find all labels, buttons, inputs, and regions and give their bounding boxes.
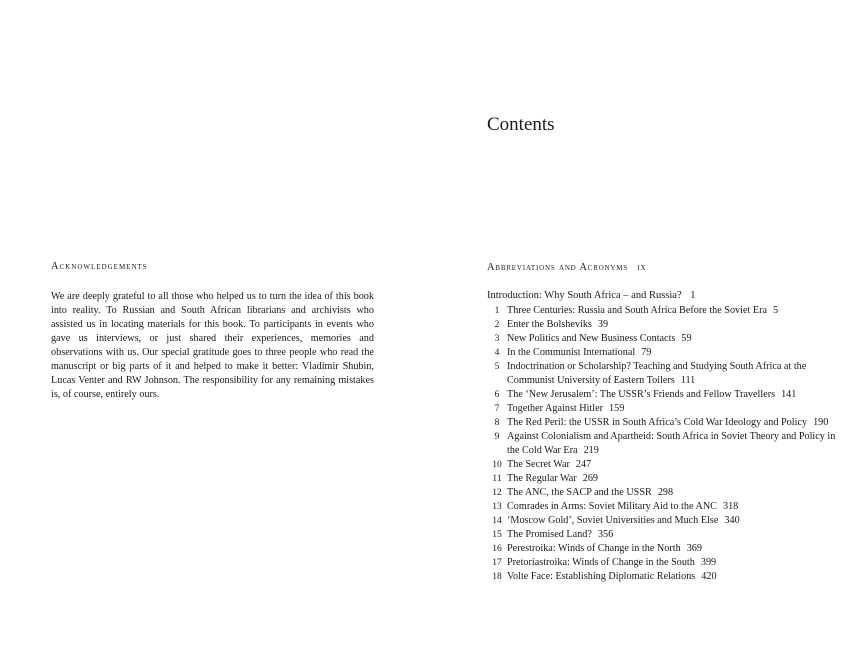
toc-chapter-title: Perestroika: Winds of Change in the North xyxy=(507,543,681,554)
toc-chapter-text xyxy=(507,402,847,416)
toc-chapter-title: In the Communist International xyxy=(507,347,636,358)
toc-introduction-entry xyxy=(487,290,695,301)
toc-page-number: 111 xyxy=(680,375,696,386)
toc-page-number: 298 xyxy=(657,487,674,498)
toc-page-number: 141 xyxy=(781,389,797,400)
toc-chapter-text xyxy=(507,416,847,430)
toc-chapter-text xyxy=(507,556,847,570)
toc-chapter-title: Three Centuries: Russia and South Africa Before the Soviet Era xyxy=(507,305,767,316)
toc-page-number: 356 xyxy=(597,529,614,540)
toc-chapter-entry xyxy=(487,556,847,570)
toc-chapter-title: The Secret War xyxy=(507,459,570,470)
toc-chapter-entry xyxy=(487,430,847,458)
toc-chapter-entry xyxy=(487,514,847,528)
toc-chapter-list xyxy=(487,304,847,584)
toc-page-number: 5 xyxy=(773,305,779,316)
toc-chapter-entry xyxy=(487,500,847,514)
toc-chapter-entry xyxy=(487,318,847,332)
acknowledgements-body: We are deeply grateful to all those who helped us to turn the idea of this book into reality. To Russian and South African librarians and archivists who assisted us in locating materials for this book. To participants in events who gave us interviews, or just shared their experiences, memories and observations with us. Our special gratitude goes to three people who read the manuscript or big parts of it and helped to make it better: Vladimir Shubin, Lucas Venter and RW Johnson. The responsibility for any remaining mistakes is, of course, entirely ours. xyxy=(51,291,374,400)
toc-chapter-entry xyxy=(487,570,847,584)
toc-chapter-number: 9 xyxy=(494,432,500,442)
toc-chapter-entry xyxy=(487,346,847,360)
toc-chapter-text xyxy=(507,472,847,486)
contents-title: Contents xyxy=(487,114,555,135)
toc-page-number: 1 xyxy=(690,290,696,301)
toc-page-number: 318 xyxy=(722,501,739,512)
toc-chapter-number: 6 xyxy=(494,390,500,400)
toc-chapter-text xyxy=(507,332,847,346)
toc-chapter-number: 2 xyxy=(494,320,500,330)
toc-chapter-number: 8 xyxy=(494,418,500,428)
toc-chapter-number: 13 xyxy=(492,502,502,512)
toc-abbreviations-label: Abbreviations and Acronyms xyxy=(487,262,628,273)
toc-chapter-text xyxy=(507,346,847,360)
toc-chapter-title: ‘Moscow Gold’, Soviet Universities and Much Else xyxy=(507,515,719,526)
toc-chapter-number: 17 xyxy=(492,558,502,568)
toc-page-number: 369 xyxy=(686,543,702,554)
toc-chapter-number: 18 xyxy=(492,572,502,582)
toc-chapter-title: Indoctrination or Scholarship? Teaching and Studying South Africa at the Communist University of Eastern Toilers xyxy=(507,361,807,386)
toc-chapter-text xyxy=(507,388,847,402)
toc-chapter-entry xyxy=(487,486,847,500)
toc-chapter-text xyxy=(507,570,847,584)
toc-chapter-entry xyxy=(487,402,847,416)
toc-chapter-text xyxy=(507,500,847,514)
acknowledgements-heading: Acknowledgements xyxy=(51,261,148,272)
toc-chapter-title: Together Against Hitler xyxy=(507,403,604,414)
toc-chapter-number: 10 xyxy=(492,460,502,470)
toc-chapter-number: 16 xyxy=(492,544,502,554)
toc-chapter-entry xyxy=(487,388,847,402)
toc-chapter-text xyxy=(507,430,847,458)
right-page xyxy=(431,0,862,661)
toc-chapter-number: 11 xyxy=(492,474,502,484)
toc-chapter-number: 4 xyxy=(494,348,500,358)
toc-chapter-entry xyxy=(487,332,847,346)
toc-chapter-title: The Regular War xyxy=(507,473,577,484)
toc-chapter-entry xyxy=(487,416,847,430)
toc-chapter-entry xyxy=(487,360,847,388)
toc-chapter-text xyxy=(507,318,847,332)
toc-page-number: 247 xyxy=(575,459,592,470)
toc-page-number: 59 xyxy=(681,333,692,344)
toc-page-number: 159 xyxy=(609,403,625,414)
toc-chapter-number: 7 xyxy=(494,404,500,414)
toc-chapter-title: New Politics and New Business Contacts xyxy=(507,333,676,344)
toc-chapter-title: Volte Face: Establishing Diplomatic Relations xyxy=(507,571,696,582)
toc-chapter-entry xyxy=(487,542,847,556)
toc-chapter-text xyxy=(507,486,847,500)
toc-abbreviations-entry xyxy=(487,262,646,273)
toc-page-number: 219 xyxy=(583,445,599,456)
toc-chapter-text xyxy=(507,542,847,556)
toc-introduction-label: Introduction: Why South Africa – and Russia? xyxy=(487,290,682,301)
toc-chapter-title: The ANC, the SACP and the USSR xyxy=(507,487,652,498)
toc-chapter-title: Pretoriastroika: Winds of Change in the South xyxy=(507,557,695,568)
toc-chapter-text xyxy=(507,458,847,472)
toc-chapter-text xyxy=(507,514,847,528)
toc-chapter-title: The Red Peril: the USSR in South Africa’s Cold War Ideology and Policy xyxy=(507,417,808,428)
toc-chapter-number: 1 xyxy=(494,306,500,316)
toc-chapter-entry xyxy=(487,528,847,542)
toc-chapter-text xyxy=(507,528,847,542)
toc-page-number: 79 xyxy=(641,347,652,358)
toc-page-number: 399 xyxy=(700,557,717,568)
toc-chapter-entry xyxy=(487,472,847,486)
toc-chapter-number: 14 xyxy=(492,516,502,526)
toc-chapter-entry xyxy=(487,458,847,472)
toc-chapter-number: 3 xyxy=(494,334,500,344)
toc-chapter-number: 12 xyxy=(492,488,502,498)
toc-chapter-title: Comrades in Arms: Soviet Military Aid to the ANC xyxy=(507,501,717,512)
toc-page-number: 340 xyxy=(724,515,740,526)
toc-chapter-title: Enter the Bolsheviks xyxy=(507,319,592,330)
toc-chapter-title: The ‘New Jerusalem’: The USSR’s Friends and Fellow Travellers xyxy=(507,389,776,400)
toc-chapter-entry xyxy=(487,304,847,318)
toc-chapter-number: 15 xyxy=(492,530,502,540)
toc-page-number: 39 xyxy=(597,319,609,330)
toc-page-number: 420 xyxy=(701,571,717,582)
toc-chapter-title: The Promised Land? xyxy=(507,529,592,540)
toc-chapter-number: 5 xyxy=(494,362,500,372)
toc-page-number: ix xyxy=(637,262,647,273)
toc-page-number: 269 xyxy=(582,473,598,484)
toc-chapter-title: Against Colonialism and Apartheid: South Africa in Soviet Theory and Policy in the Cold War Era xyxy=(507,431,836,456)
toc-chapter-text xyxy=(507,304,847,318)
toc-page-number: 190 xyxy=(813,417,829,428)
toc-chapter-text xyxy=(507,360,847,388)
